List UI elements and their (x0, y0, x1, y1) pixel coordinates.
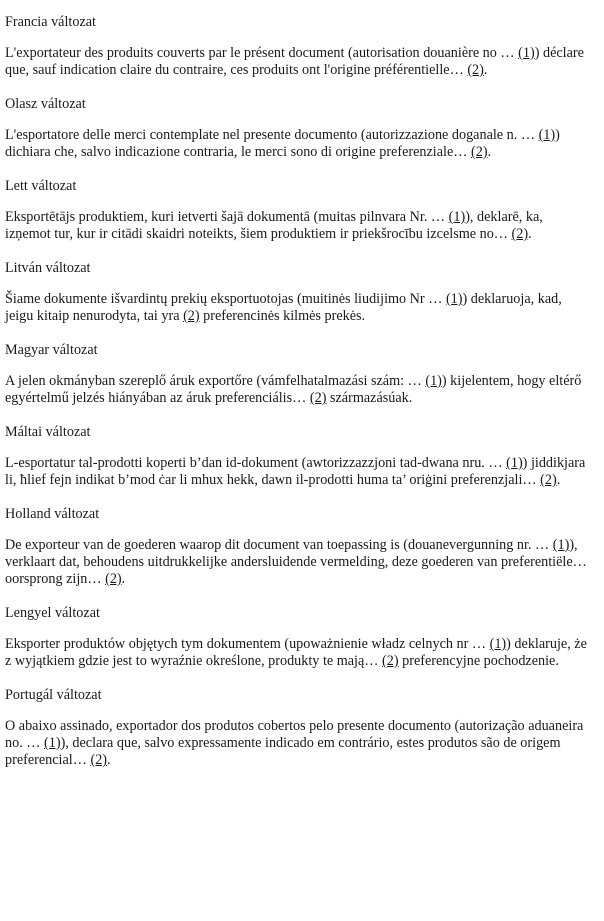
text-run: De exporteur van de goederen waarop dit document van toepassing is (douanevergunning nr. … (5, 537, 553, 553)
declaration-text (5, 373, 590, 407)
section-french (5, 14, 590, 79)
text-run: . (556, 472, 561, 488)
section-maltese (5, 424, 590, 489)
text-run: származásúak. (326, 390, 413, 406)
text-run: Eksportētājs produktiem, kuri ietverti šajā dokumentā (muitas pilnvara Nr. … (5, 209, 449, 225)
text-run: ) dichiara che, salvo indicazione contraria, le merci sono di origine preferenziale… (5, 127, 560, 160)
footnote-ref-2: (2) (183, 308, 200, 324)
section-latvian (5, 178, 590, 243)
footnote-ref-1: (1) (538, 127, 556, 143)
text-run: A jelen okmányban szereplő áruk exportőre (vámfelhatalmazási szám: … (5, 373, 426, 389)
declaration-text (5, 45, 590, 79)
text-run: ) kijelentem, hogy eltérő egyértelmű jelzés hiányában az áruk preferenciális… (5, 373, 582, 406)
text-run: O abaixo assinado, exportador dos produtos cobertos pelo presente documento (autorização aduaneira no. … (5, 718, 584, 751)
text-run: . (487, 144, 492, 160)
section-heading: Olasz változat (5, 96, 86, 112)
section-italian (5, 96, 590, 161)
footnote-ref-1: (1) (425, 373, 442, 389)
footnote-ref-2: (2) (540, 472, 557, 488)
section-heading: Magyar változat (5, 342, 98, 358)
text-run: ) déclare que, sauf indication claire du contraire, ces produits ont l'origine préférentielle… (5, 45, 584, 78)
text-run: ), deklarē, ka, izņemot tur, kur ir citādi skaidri noteikts, šiem produktiem ir priekšrocību izcelsme no… (5, 209, 543, 242)
section-heading: Lett változat (5, 178, 77, 194)
footnote-ref-1: (1) (518, 45, 535, 61)
footnote-ref-2: (2) (90, 752, 108, 768)
declaration-text (5, 209, 590, 243)
declaration-text (5, 636, 590, 670)
text-run: L'esportatore delle merci contemplate nel presente documento (autorizzazione doganale n. … (5, 127, 539, 143)
text-run: Šiame dokumente išvardintų prekių eksportuotojas (muitinės liudijimo Nr … (5, 291, 446, 307)
section-heading: Lengyel változat (5, 605, 100, 621)
text-run: L-esportatur tal-prodotti koperti b’dan id-dokument (awtorizzazzjoni tad-dwana nru. … (5, 455, 507, 471)
footnote-ref-2: (2) (471, 144, 488, 160)
text-run: . (107, 752, 111, 768)
footnote-ref-2: (2) (511, 226, 529, 242)
section-lithuanian (5, 260, 590, 325)
text-run: L'exportateur des produits couverts par le présent document (autorisation douanière no … (5, 45, 519, 61)
section-heading: Litván változat (5, 260, 91, 276)
text-run: ) deklaruje, że z wyjątkiem gdzie jest to wyraźnie określone, produkty te mają… (5, 636, 587, 669)
section-polish (5, 605, 590, 670)
text-run: Eksporter produktów objętych tym dokumentem (upoważnienie władz celnych nr … (5, 636, 490, 652)
section-heading: Máltai változat (5, 424, 91, 440)
text-run: . (528, 226, 532, 242)
footnote-ref-1: (1) (552, 537, 570, 553)
footnote-ref-1: (1) (448, 209, 466, 225)
footnote-ref-2: (2) (105, 571, 122, 587)
declaration-text (5, 718, 590, 769)
footnote-ref-1: (1) (44, 735, 61, 751)
footnote-ref-2: (2) (467, 62, 484, 78)
text-run: . (483, 62, 488, 78)
section-heading: Francia változat (5, 14, 96, 30)
text-run: preferencyjne pochodzenie. (398, 653, 559, 669)
declaration-text (5, 291, 590, 325)
text-run: . (121, 571, 126, 587)
section-portuguese (5, 687, 590, 769)
section-heading: Portugál változat (5, 687, 102, 703)
footnote-ref-1: (1) (506, 455, 523, 471)
declaration-text (5, 537, 590, 588)
declaration-text (5, 455, 590, 489)
text-run: ) deklaruoja, kad, jeigu kitaip nenurodyta, tai yra (5, 291, 562, 324)
section-hungarian (5, 342, 590, 407)
footnote-ref-2: (2) (382, 653, 399, 669)
section-heading: Holland változat (5, 506, 100, 522)
footnote-ref-1: (1) (489, 636, 507, 652)
text-run: ), declara que, salvo expressamente indicado em contrário, estes produtos são de origem preferencial… (5, 735, 561, 768)
text-run: ), verklaart dat, behoudens uitdrukkelijke andersluidende vermelding, deze goederen van preferentiële… oorsprong zijn… (5, 537, 587, 587)
footnote-ref-1: (1) (445, 291, 463, 307)
footnote-ref-2: (2) (309, 390, 327, 406)
declaration-text (5, 127, 590, 161)
text-run: preferencinės kilmės prekės. (199, 308, 366, 324)
section-dutch (5, 506, 590, 588)
text-run: ) jiddikjara li, ħlief fejn indikat b’mod ċar li mhux hekk, dawn il-prodotti huma ta’ oriġini preferenzjali… (5, 455, 586, 488)
